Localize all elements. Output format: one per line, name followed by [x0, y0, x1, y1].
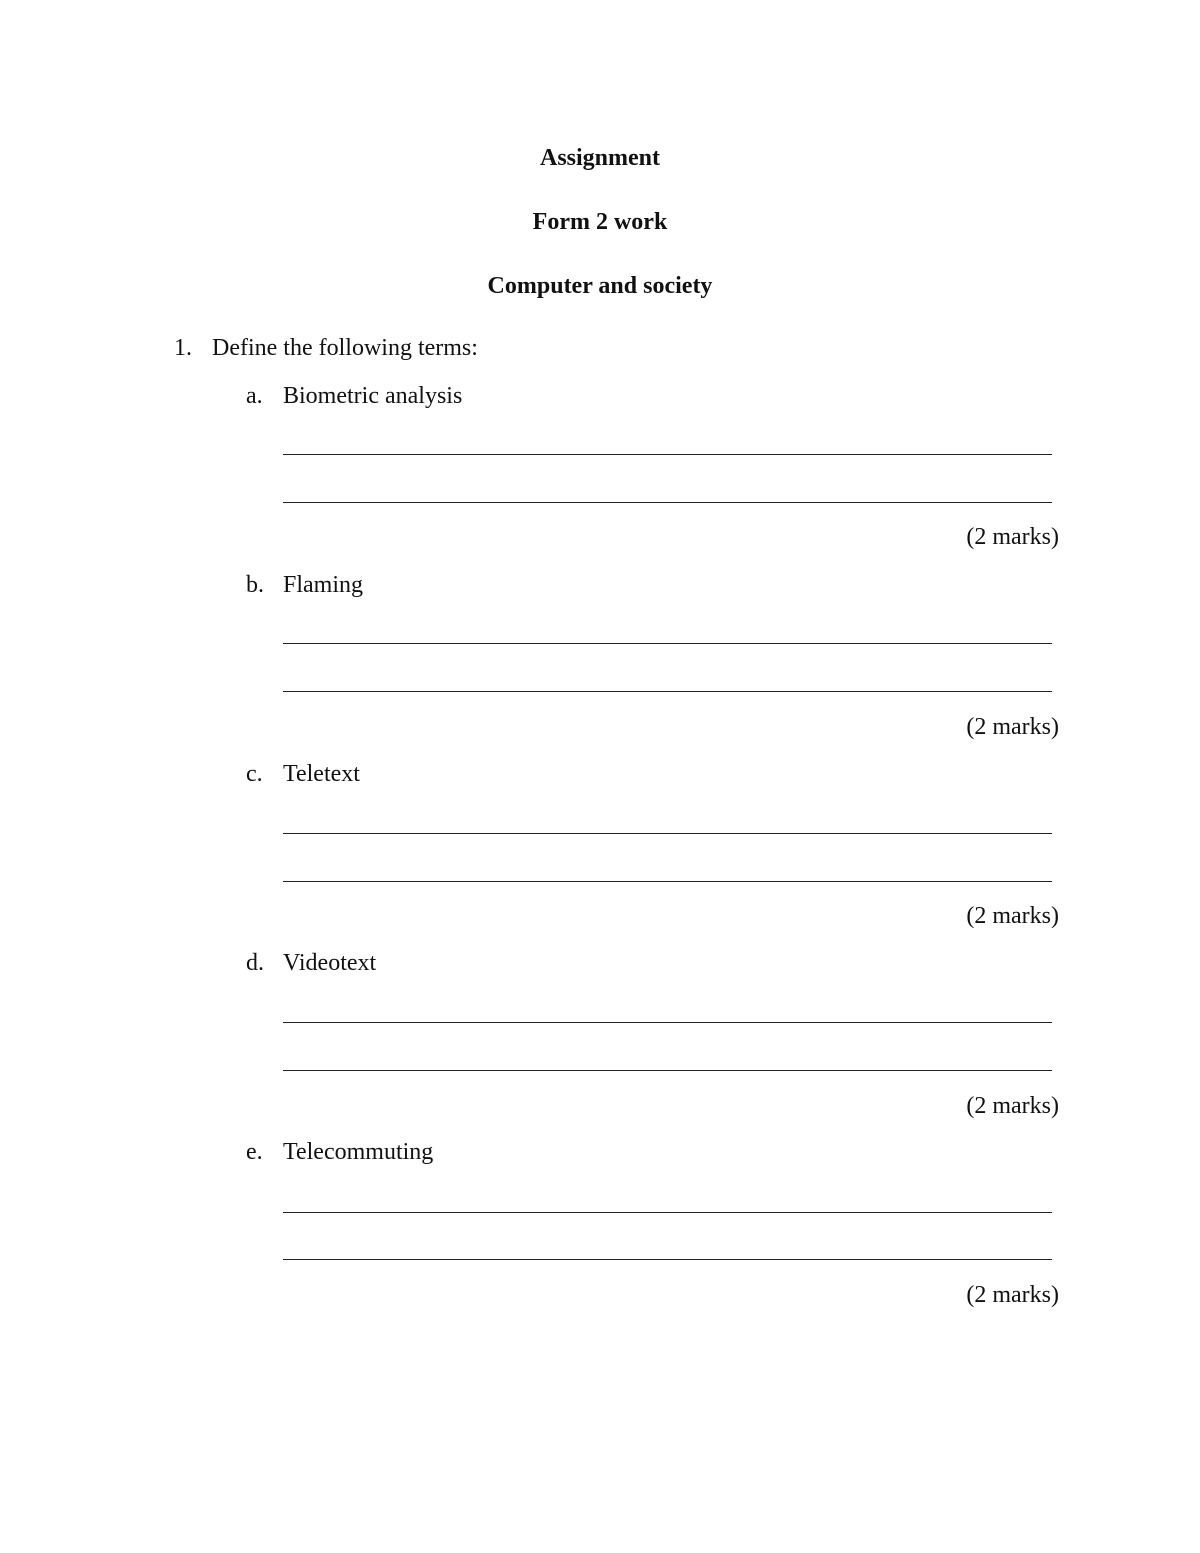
marks-label: (2 marks) — [966, 524, 1059, 550]
item-term: Telecommuting — [283, 1139, 434, 1165]
page-subtitle: Form 2 work — [532, 209, 668, 235]
item-term: Biometric analysis — [283, 383, 463, 409]
item-letter: a. — [246, 383, 263, 409]
answer-line[interactable] — [283, 833, 1052, 834]
marks-label: (2 marks) — [966, 903, 1059, 929]
page-title: Assignment — [539, 145, 660, 171]
answer-line[interactable] — [283, 881, 1052, 882]
answer-line[interactable] — [283, 1259, 1052, 1260]
item-term: Teletext — [283, 761, 360, 787]
page-topic: Computer and society — [487, 273, 713, 299]
item-term: Videotext — [283, 950, 377, 976]
question-text: Define the following terms: — [212, 335, 478, 361]
marks-label: (2 marks) — [966, 714, 1059, 740]
marks-label: (2 marks) — [966, 1282, 1059, 1308]
marks-label: (2 marks) — [966, 1093, 1059, 1119]
item-term: Flaming — [283, 572, 364, 598]
answer-line[interactable] — [283, 1022, 1052, 1023]
answer-line[interactable] — [283, 643, 1052, 644]
answer-line[interactable] — [283, 502, 1052, 503]
item-letter: b. — [246, 572, 264, 598]
answer-line[interactable] — [283, 691, 1052, 692]
answer-line[interactable] — [283, 1212, 1052, 1213]
answer-line[interactable] — [283, 1070, 1052, 1071]
answer-line[interactable] — [283, 454, 1052, 455]
item-letter: d. — [246, 950, 264, 976]
item-letter: c. — [246, 761, 263, 787]
question-number: 1. — [174, 335, 192, 361]
item-letter: e. — [246, 1139, 263, 1165]
